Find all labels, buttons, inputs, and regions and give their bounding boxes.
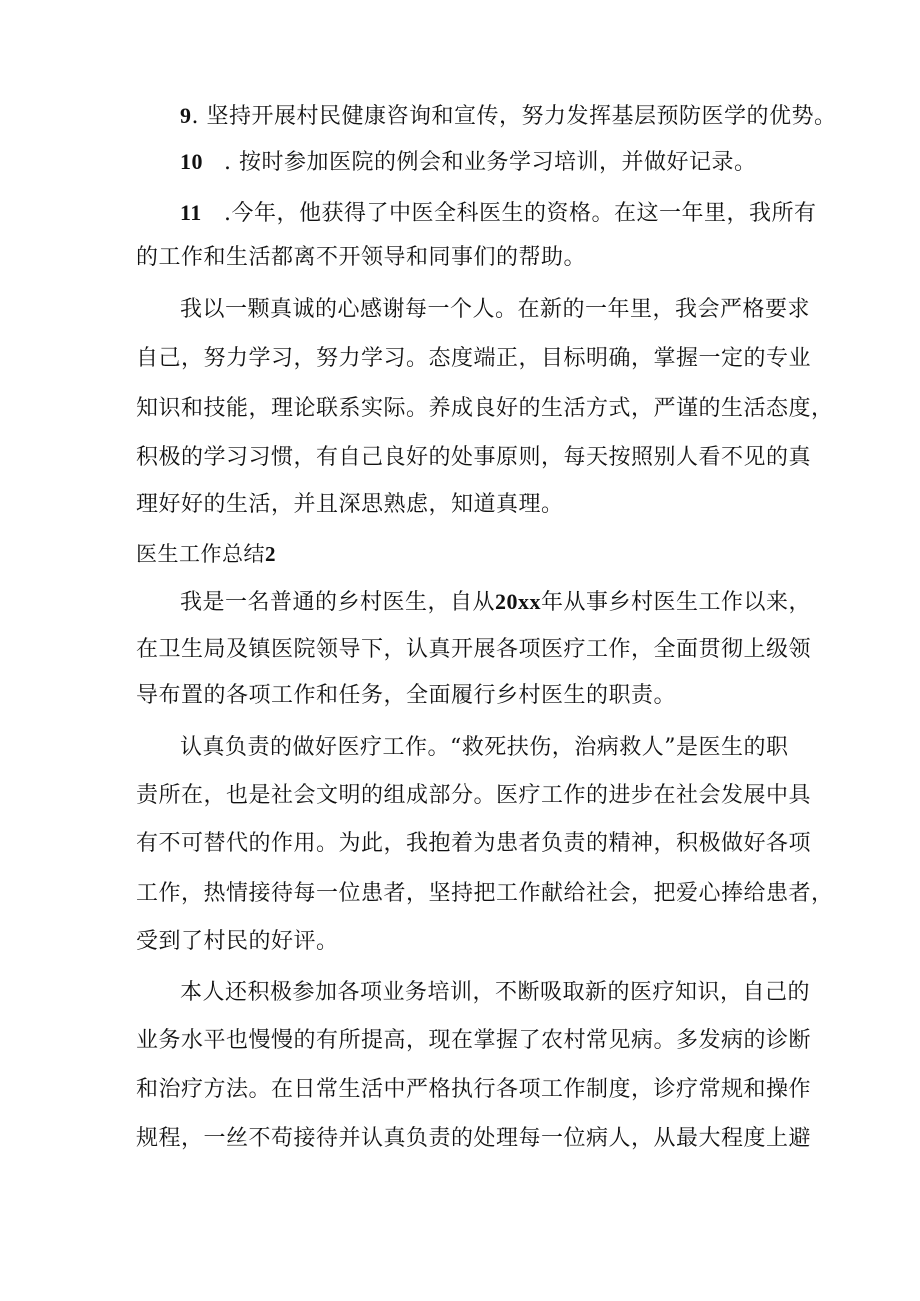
- paragraph-line: 理好好的生活，并且深思熟虑，知道真理。: [136, 492, 564, 517]
- item-text: . 按时参加医院的例会和业务学习培训，并做好记录。: [224, 150, 757, 175]
- text-segment: 我是一名普通的乡村医生，自从: [180, 590, 496, 615]
- paragraph-line: 导布置的各项工作和任务，全面履行乡村医生的职责。: [136, 683, 677, 708]
- section-heading: [0, 539, 920, 569]
- year-text: 20xx: [495, 589, 542, 614]
- paragraph-line: 和治疗方法。在日常生活中严格执行各项工作制度，诊疗常规和操作: [136, 1077, 812, 1102]
- item-text: .今年，他获得了中医全科医生的资格。在这一年里，我所有: [224, 201, 817, 226]
- paragraph-line: 自己，努力学习，努力学习。态度端正，目标明确，掌握一定的专业: [136, 346, 812, 371]
- paragraph-line: 规程，一丝不苟接待并认真负责的处理每一位病人，从最大程度上避: [136, 1126, 812, 1151]
- heading-text: 医生工作总结: [136, 542, 265, 566]
- paragraph-line: 有不可替代的作用。为此，我抱着为患者负责的精神，积极做好各项: [136, 831, 812, 856]
- paragraph-line: 在卫生局及镇医院领导下，认真开展各项医疗工作，全面贯彻上级领: [136, 637, 812, 662]
- paragraph-line: 受到了村民的好评。: [136, 929, 339, 954]
- item-number: 11: [180, 200, 202, 225]
- paragraph-line: [0, 587, 920, 618]
- list-item-9: [0, 101, 920, 132]
- paragraph-line: 业务水平也慢慢的有所提高，现在掌握了农村常见病。多发病的诊断: [136, 1028, 812, 1053]
- paragraph-line: 认真负责的做好医疗工作。“救死扶伤，治病救人”是医生的职: [180, 735, 789, 760]
- text-segment: 年从事乡村医生工作以来，: [541, 590, 812, 615]
- paragraph-line: 本人还积极参加各项业务培训，不断吸取新的医疗知识，自己的: [180, 980, 811, 1005]
- item-number: 10: [180, 149, 203, 174]
- heading-number: 2: [265, 542, 276, 566]
- list-item-10: [0, 147, 920, 178]
- paragraph-line: 责所在，也是社会文明的组成部分。医疗工作的进步在社会发展中具: [136, 783, 812, 808]
- list-item-11: [0, 198, 920, 229]
- item-number: 9: [180, 103, 192, 128]
- paragraph-line: 的工作和生活都离不开领导和同事们的帮助。: [136, 245, 587, 270]
- item-text: . 坚持开展村民健康咨询和宣传，努力发挥基层预防医学的优势。: [191, 104, 837, 129]
- paragraph-line: 我以一颗真诚的心感谢每一个人。在新的一年里，我会严格要求: [180, 297, 811, 322]
- paragraph-line: 知识和技能，理论联系实际。养成良好的生活方式，严谨的生活态度，: [136, 396, 834, 421]
- paragraph-line: 积极的学习习惯，有自己良好的处事原则，每天按照别人看不见的真: [136, 445, 812, 470]
- paragraph-line: 工作，热情接待每一位患者，坚持把工作献给社会，把爱心捧给患者，: [136, 881, 834, 906]
